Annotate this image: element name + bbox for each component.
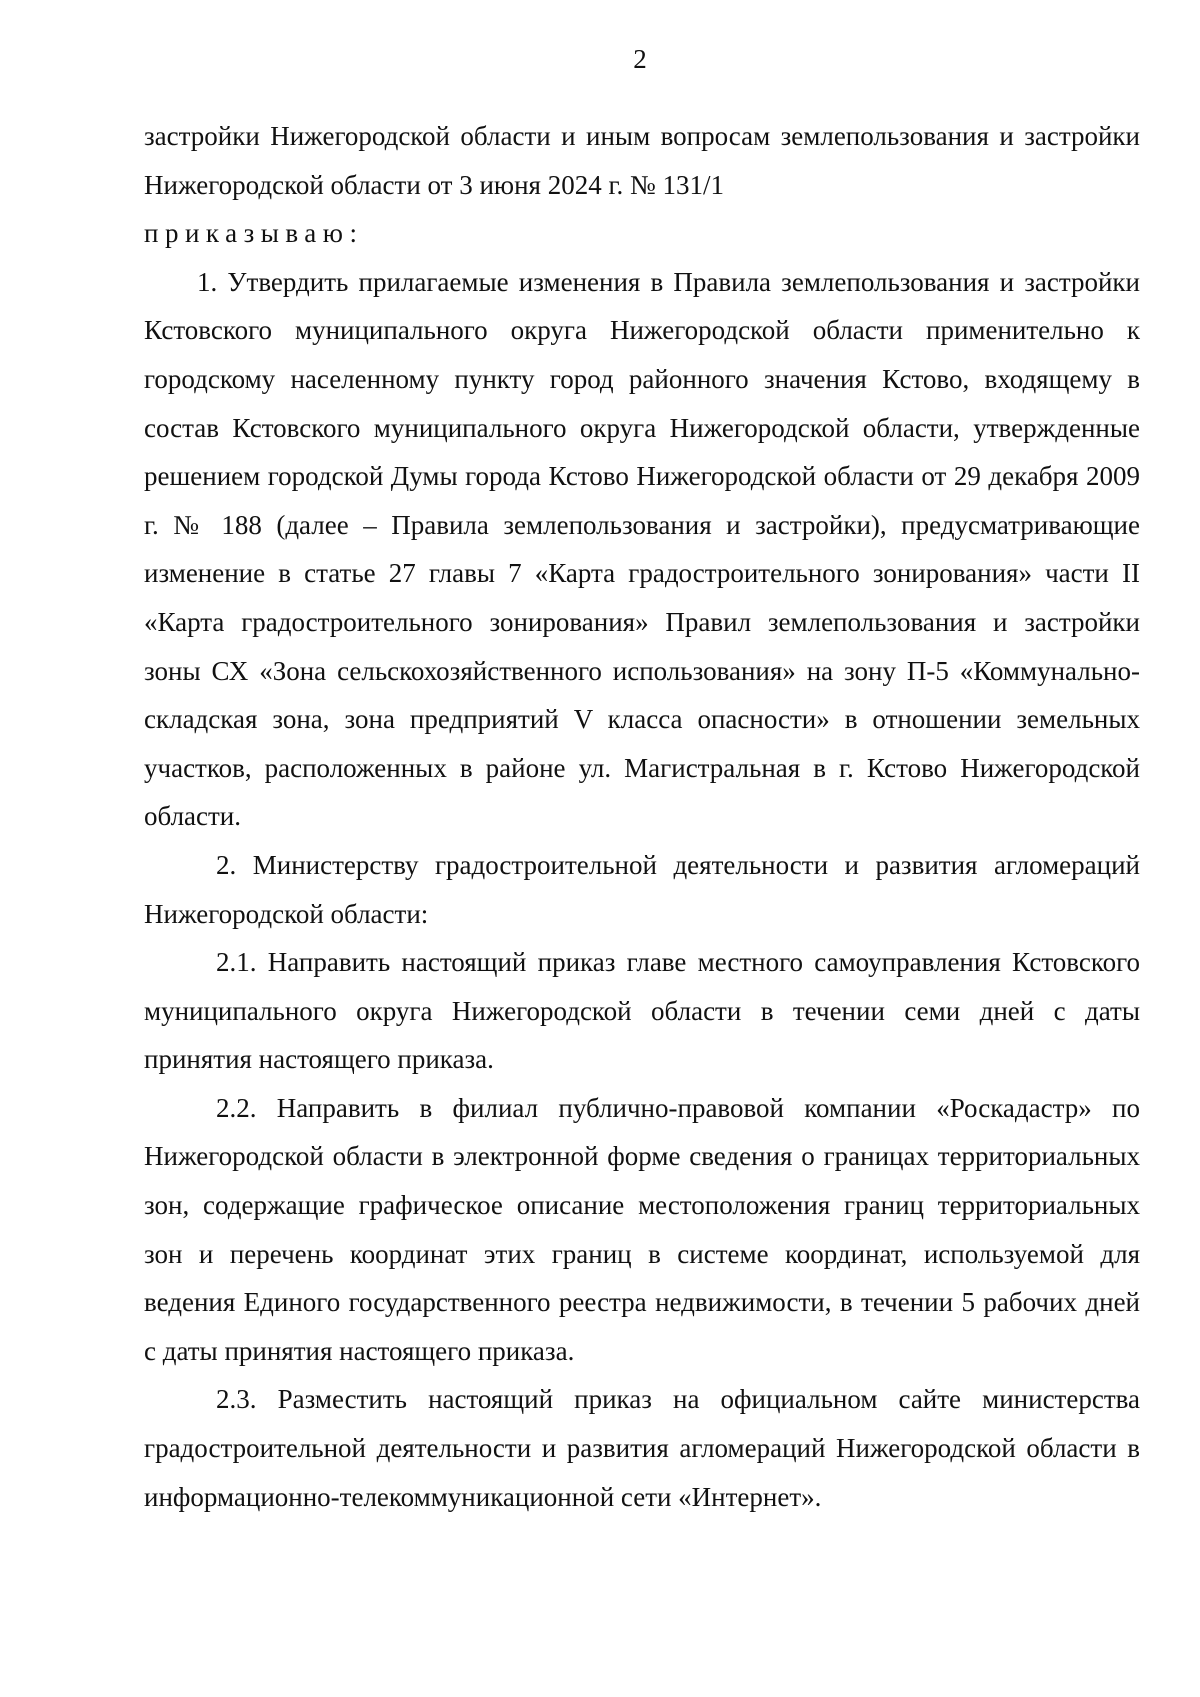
document-body xyxy=(144,112,1140,1521)
paragraph-item-2: 2. Министерству градостроительной деятельности и развития агломераций Нижегородской области: xyxy=(144,849,1140,929)
paragraph-item-2-2: 2.2. Направить в филиал публично-правовой компании «Роскадастр» по Нижегородской области в электронной форме сведения о границах территориальных зон, содержащие графическое описание местоположения границ территориальных зон и перечень координат этих границ в системе координат, используемой для ведения Единого государственного реестра недвижимости, в течении 5 рабочих дней с даты принятия настоящего приказа. xyxy=(144,1092,1140,1366)
paragraph-item-1: 1. Утвердить прилагаемые изменения в Правила землепользования и застройки Кстовского муниципального округа Нижегородской области применительно к городскому населенному пункту город районного значения Кстово, входящему в состав Кстовского муниципального округа Нижегородской области, утвержденные решением городской Думы города Кстово Нижегородской области от 29 декабря 2009 г. № 188 (далее – Правила землепользования и застройки), предусматривающие изменение в статье 27 главы 7 «Карта градостроительного зонирования» части II «Карта градостроительного зонирования» Правил землепользования и застройки зоны СХ «Зона сельскохозяйственного использования» на зону П-5 «Коммунально-складская зона, зона предприятий V класса опасности» в отношении земельных участков, расположенных в районе ул. Магистральная в г. Кстово Нижегородской области. xyxy=(144,266,1140,832)
paragraph-preamble-continuation: застройки Нижегородской области и иным вопросам землепользования и застройки Нижегородской области от 3 июня 2024 г. № 131/1 xyxy=(144,121,1140,200)
paragraph-item-2-1: 2.1. Направить настоящий приказ главе местного самоуправления Кстовского муниципального округа Нижегородской области в течении семи дней с даты принятия настоящего приказа. xyxy=(144,947,1140,1075)
paragraph-order-word: приказываю: xyxy=(144,218,364,249)
paragraph-item-2-3: 2.3. Разместить настоящий приказ на официальном сайте министерства градостроительной деятельности и развития агломераций Нижегородской области в информационно-телекоммуникационной сети «Интернет». xyxy=(144,1384,1140,1512)
page-number: 2 xyxy=(633,44,647,74)
